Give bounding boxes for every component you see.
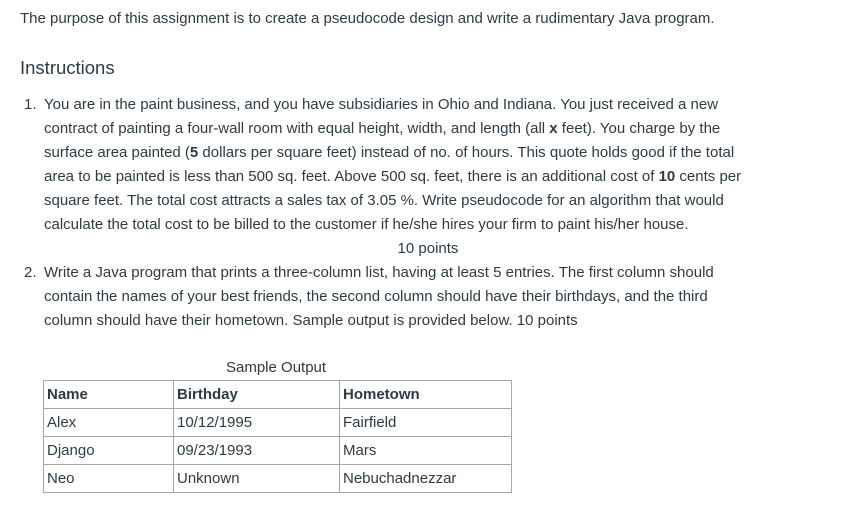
column-header-birthday: Birthday [174, 381, 340, 409]
intro-text: The purpose of this assignment is to create a pseudocode design and write a rudimentary Java program. [20, 10, 715, 27]
item-line: column should have their hometown. Sample output is provided below. 10 points [44, 312, 578, 329]
table-cell: Fairfield [340, 409, 512, 437]
table-cell: 09/23/1993 [174, 437, 340, 465]
item-line: calculate the total cost to be billed to the customer if he/she hires your firm to paint his/her house. [44, 216, 689, 233]
table-row [44, 409, 512, 437]
item-line: contain the names of your best friends, the second column should have their birthdays, and the third [44, 288, 708, 305]
table-cell: Nebuchadnezzar [340, 465, 512, 493]
table-cell: Neo [44, 465, 174, 493]
sample-output-title: Sample Output [226, 359, 327, 376]
item-line: Write a Java program that prints a three-column list, having at least 5 entries. The first column should [44, 264, 714, 281]
points-label: 10 points [397, 240, 459, 257]
instruction-item-1 [24, 93, 742, 237]
item-line: square feet. The total cost attracts a sales tax of 3.05 %. Write pseudocode for an algorithm that would [44, 192, 724, 209]
item-line: surface area painted (5 dollars per square feet) instead of no. of hours. This quote holds good if the total [44, 144, 735, 161]
item-line: You are in the paint business, and you have subsidiaries in Ohio and Indiana. You just received a new [44, 96, 719, 113]
column-header-hometown: Hometown [340, 381, 512, 409]
emphasis-rate: 5 [189, 144, 199, 161]
item-number: 2. [24, 264, 37, 281]
table-cell: Alex [44, 409, 174, 437]
instruction-item-2 [24, 261, 714, 333]
table-cell: 10/12/1995 [174, 409, 340, 437]
table-header-row [44, 381, 512, 409]
item-line: contract of painting a four-wall room with equal height, width, and length (all x feet). You charge by the [44, 120, 721, 137]
column-header-name: Name [44, 381, 174, 409]
table-row [44, 465, 512, 493]
item-line: area to be painted is less than 500 sq. feet. Above 500 sq. feet, there is an additional cost of 10 cents per [44, 168, 742, 185]
table-cell: Mars [340, 437, 512, 465]
table-cell: Django [44, 437, 174, 465]
item-number: 1. [24, 96, 37, 113]
instructions-heading: Instructions [20, 57, 115, 78]
sample-output-table [43, 380, 512, 493]
table-row [44, 437, 512, 465]
table-cell: Unknown [174, 465, 340, 493]
emphasis-variable: x [549, 120, 558, 137]
emphasis-surcharge: 10 [658, 168, 676, 185]
